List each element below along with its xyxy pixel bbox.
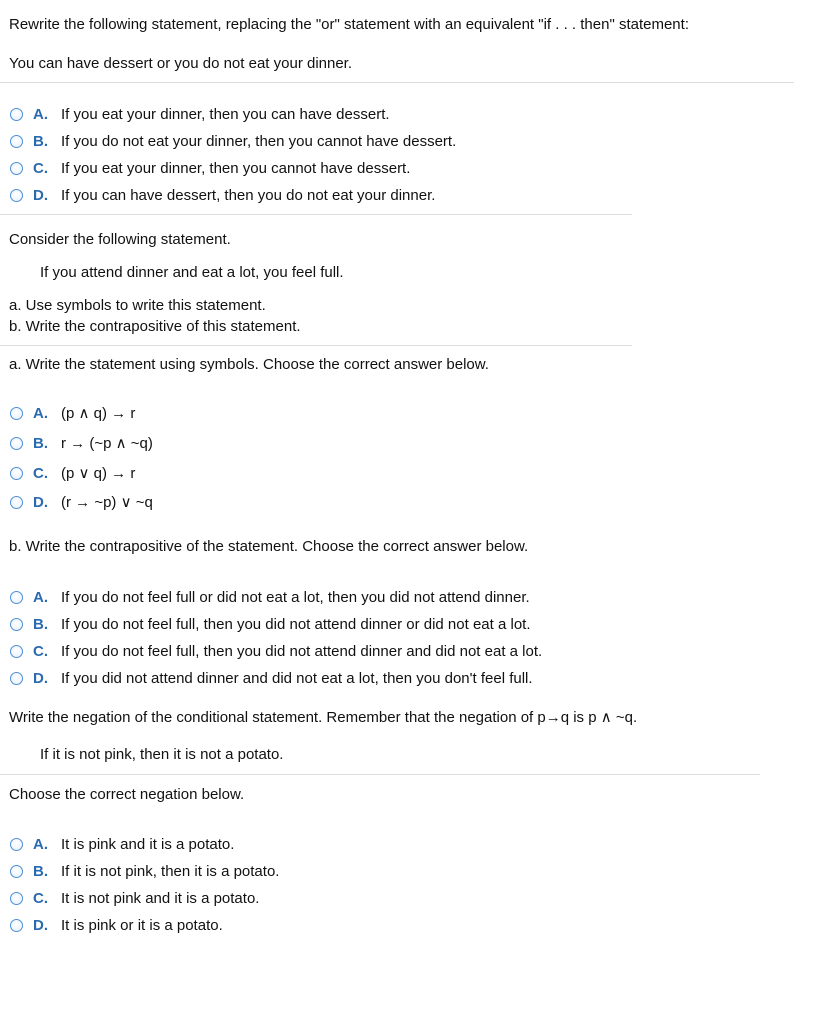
radio-button-icon[interactable] (10, 645, 23, 658)
q2a-option-c[interactable] (10, 463, 135, 483)
divider (0, 214, 632, 215)
option-text: If you do not eat your dinner, then you cannot have dessert. (61, 132, 457, 150)
radio-button-icon[interactable] (10, 162, 23, 175)
q3-option-d[interactable] (10, 915, 223, 935)
option-text: If you did not attend dinner and did not eat a lot, then you don't feel full. (61, 669, 533, 687)
option-letter: C. (33, 159, 48, 177)
option-letter: D. (33, 669, 48, 687)
option-letter: B. (33, 132, 48, 150)
radio-button-icon[interactable] (10, 437, 23, 450)
q3-choose: Choose the correct negation below. (9, 786, 245, 803)
option-letter: B. (33, 615, 48, 633)
radio-button-icon[interactable] (10, 672, 23, 685)
option-text: (p ∨ q) → r (61, 465, 136, 482)
option-letter: A. (33, 835, 48, 853)
radio-button-icon[interactable] (10, 407, 23, 420)
option-letter: C. (33, 889, 48, 907)
option-letter: D. (33, 493, 48, 511)
divider (0, 345, 632, 346)
q2a-option-d[interactable] (10, 492, 153, 512)
option-text: If you can have dessert, then you do not eat your dinner. (61, 186, 436, 204)
q1-statement: You can have dessert or you do not eat your dinner. (9, 55, 353, 72)
option-letter: B. (33, 862, 48, 880)
option-text: It is not pink and it is a potato. (61, 889, 260, 907)
radio-button-icon[interactable] (10, 618, 23, 631)
option-text: r → (~p ∧ ~q) (61, 435, 153, 452)
option-text: (p ∧ q) → r (61, 405, 136, 422)
q3-option-c[interactable] (10, 888, 259, 908)
q1-option-b[interactable] (10, 131, 456, 151)
option-letter: A. (33, 588, 48, 606)
option-letter: C. (33, 642, 48, 660)
radio-button-icon[interactable] (10, 189, 23, 202)
radio-button-icon[interactable] (10, 467, 23, 480)
radio-button-icon[interactable] (10, 496, 23, 509)
q2a-option-b[interactable] (10, 433, 153, 453)
q1-option-a[interactable] (10, 104, 390, 124)
q2b-option-c[interactable] (10, 641, 542, 661)
q2-task-b: b. Write the contrapositive of this statement. (9, 318, 301, 335)
q2b-option-d[interactable] (10, 668, 533, 688)
q2a-prompt: a. Write the statement using symbols. Choose the correct answer below. (9, 356, 489, 373)
option-text: It is pink and it is a potato. (61, 835, 235, 853)
q2b-option-a[interactable] (10, 587, 530, 607)
option-letter: D. (33, 916, 48, 934)
option-text: It is pink or it is a potato. (61, 916, 223, 934)
q2b-option-b[interactable] (10, 614, 531, 634)
radio-button-icon[interactable] (10, 838, 23, 851)
radio-button-icon[interactable] (10, 108, 23, 121)
option-text: If you eat your dinner, then you cannot have dessert. (61, 159, 411, 177)
q3-option-a[interactable] (10, 834, 234, 854)
q2-statement: If you attend dinner and eat a lot, you feel full. (40, 264, 344, 281)
option-letter: D. (33, 186, 48, 204)
option-letter: C. (33, 464, 48, 482)
q3-option-b[interactable] (10, 861, 279, 881)
radio-button-icon[interactable] (10, 892, 23, 905)
radio-button-icon[interactable] (10, 919, 23, 932)
q1-option-c[interactable] (10, 158, 410, 178)
option-text: If you do not feel full, then you did not attend dinner or did not eat a lot. (61, 615, 531, 633)
option-text: If you do not feel full, then you did not attend dinner and did not eat a lot. (61, 642, 543, 660)
option-text: If you do not feel full or did not eat a lot, then you did not attend dinner. (61, 588, 530, 606)
q2b-prompt: b. Write the contrapositive of the statement. Choose the correct answer below. (9, 538, 529, 555)
q2a-option-a[interactable] (10, 403, 135, 423)
q1-option-d[interactable] (10, 185, 435, 205)
q2-task-a: a. Use symbols to write this statement. (9, 297, 266, 314)
q1-prompt: Rewrite the following statement, replacing the "or" statement with an equivalent "if . . . then" statement: (9, 16, 689, 33)
q3-prompt: Write the negation of the conditional statement. Remember that the negation of p→q is p ∧ ~q. (9, 709, 638, 726)
radio-button-icon[interactable] (10, 591, 23, 604)
option-text: If you eat your dinner, then you can have dessert. (61, 105, 390, 123)
option-letter: A. (33, 105, 48, 123)
divider (0, 82, 794, 83)
radio-button-icon[interactable] (10, 865, 23, 878)
q2-intro: Consider the following statement. (9, 231, 231, 248)
divider (0, 774, 760, 775)
q3-statement: If it is not pink, then it is not a potato. (40, 746, 284, 763)
option-letter: B. (33, 434, 48, 452)
option-text: (r → ~p) ∨ ~q (61, 494, 153, 511)
option-text: If it is not pink, then it is a potato. (61, 862, 280, 880)
option-letter: A. (33, 404, 48, 422)
radio-button-icon[interactable] (10, 135, 23, 148)
